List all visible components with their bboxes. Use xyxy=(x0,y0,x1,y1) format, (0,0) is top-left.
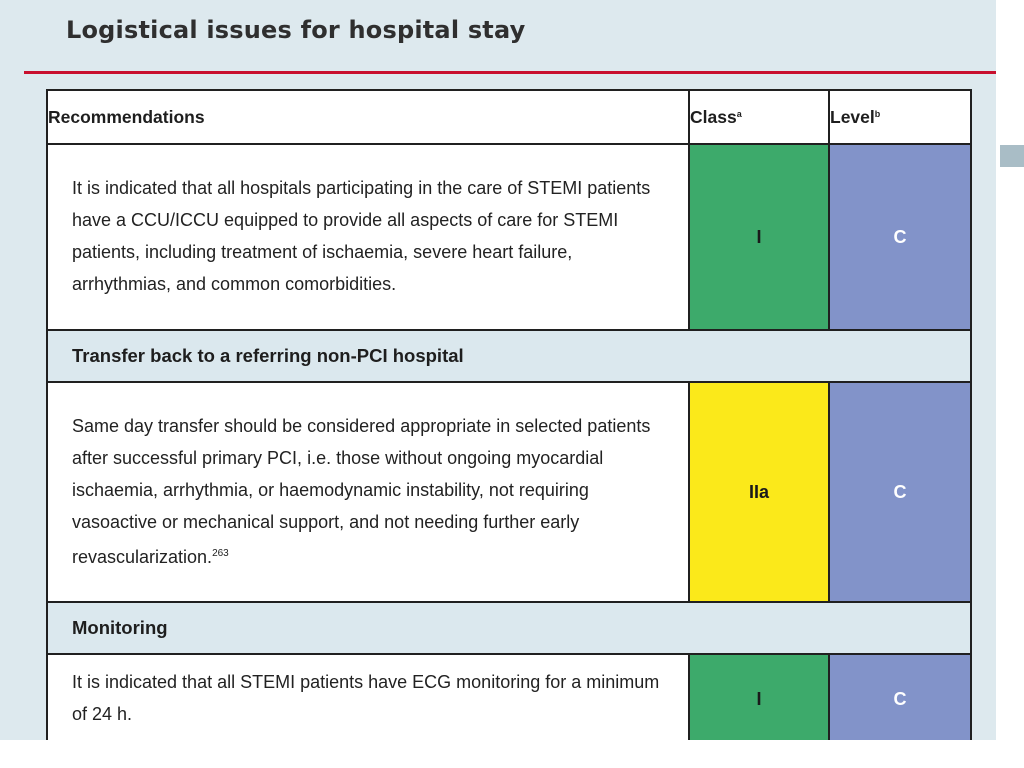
table-row xyxy=(47,144,971,330)
title-underline xyxy=(24,71,996,74)
class-cell: I xyxy=(689,144,829,330)
table-header-row xyxy=(47,90,971,144)
table-row xyxy=(47,382,971,602)
decorative-accent-block xyxy=(1000,145,1024,167)
slide-title: Logistical issues for hospital stay xyxy=(66,16,526,44)
level-cell: C xyxy=(829,144,971,330)
recommendations-table xyxy=(46,89,972,745)
class-cell: I xyxy=(689,654,829,744)
class-cell: IIa xyxy=(689,382,829,602)
reference-superscript: 263 xyxy=(212,547,229,559)
recommendation-text: It is indicated that all hospitals participating in the care of STEMI patients have a CCU/ICCU equipped to provide all aspects of care for STEMI patients, including treatment of ischaemia, severe heart failure, arrhythmias, and common comorbidities. xyxy=(47,144,689,330)
header-level-footnote: b xyxy=(874,108,881,119)
recommendation-text: Same day transfer should be considered appropriate in selected patients after successful primary PCI, i.e. those without ongoing myocardial ischaemia, arrhythmia, or haemodynamic instability, not requiring vasoactive or mechanical support, and not needing further early revascularization.$^{263}$ xyxy=(47,382,689,602)
section-heading: Transfer back to a referring non-PCI hospital xyxy=(47,330,971,382)
bottom-margin xyxy=(0,740,1024,768)
header-class-footnote: a xyxy=(736,108,742,119)
header-recommendations: Recommendations xyxy=(47,90,689,144)
recommendation-text: It is indicated that all STEMI patients have ECG monitoring for a minimum of 24 h. xyxy=(47,654,689,744)
level-cell: C xyxy=(829,382,971,602)
header-level: Level$^b$ xyxy=(829,90,971,144)
level-cell: C xyxy=(829,654,971,744)
header-class: Class$^a$ xyxy=(689,90,829,144)
section-row xyxy=(47,602,971,654)
section-row xyxy=(47,330,971,382)
table-row xyxy=(47,654,971,744)
section-heading: Monitoring xyxy=(47,602,971,654)
